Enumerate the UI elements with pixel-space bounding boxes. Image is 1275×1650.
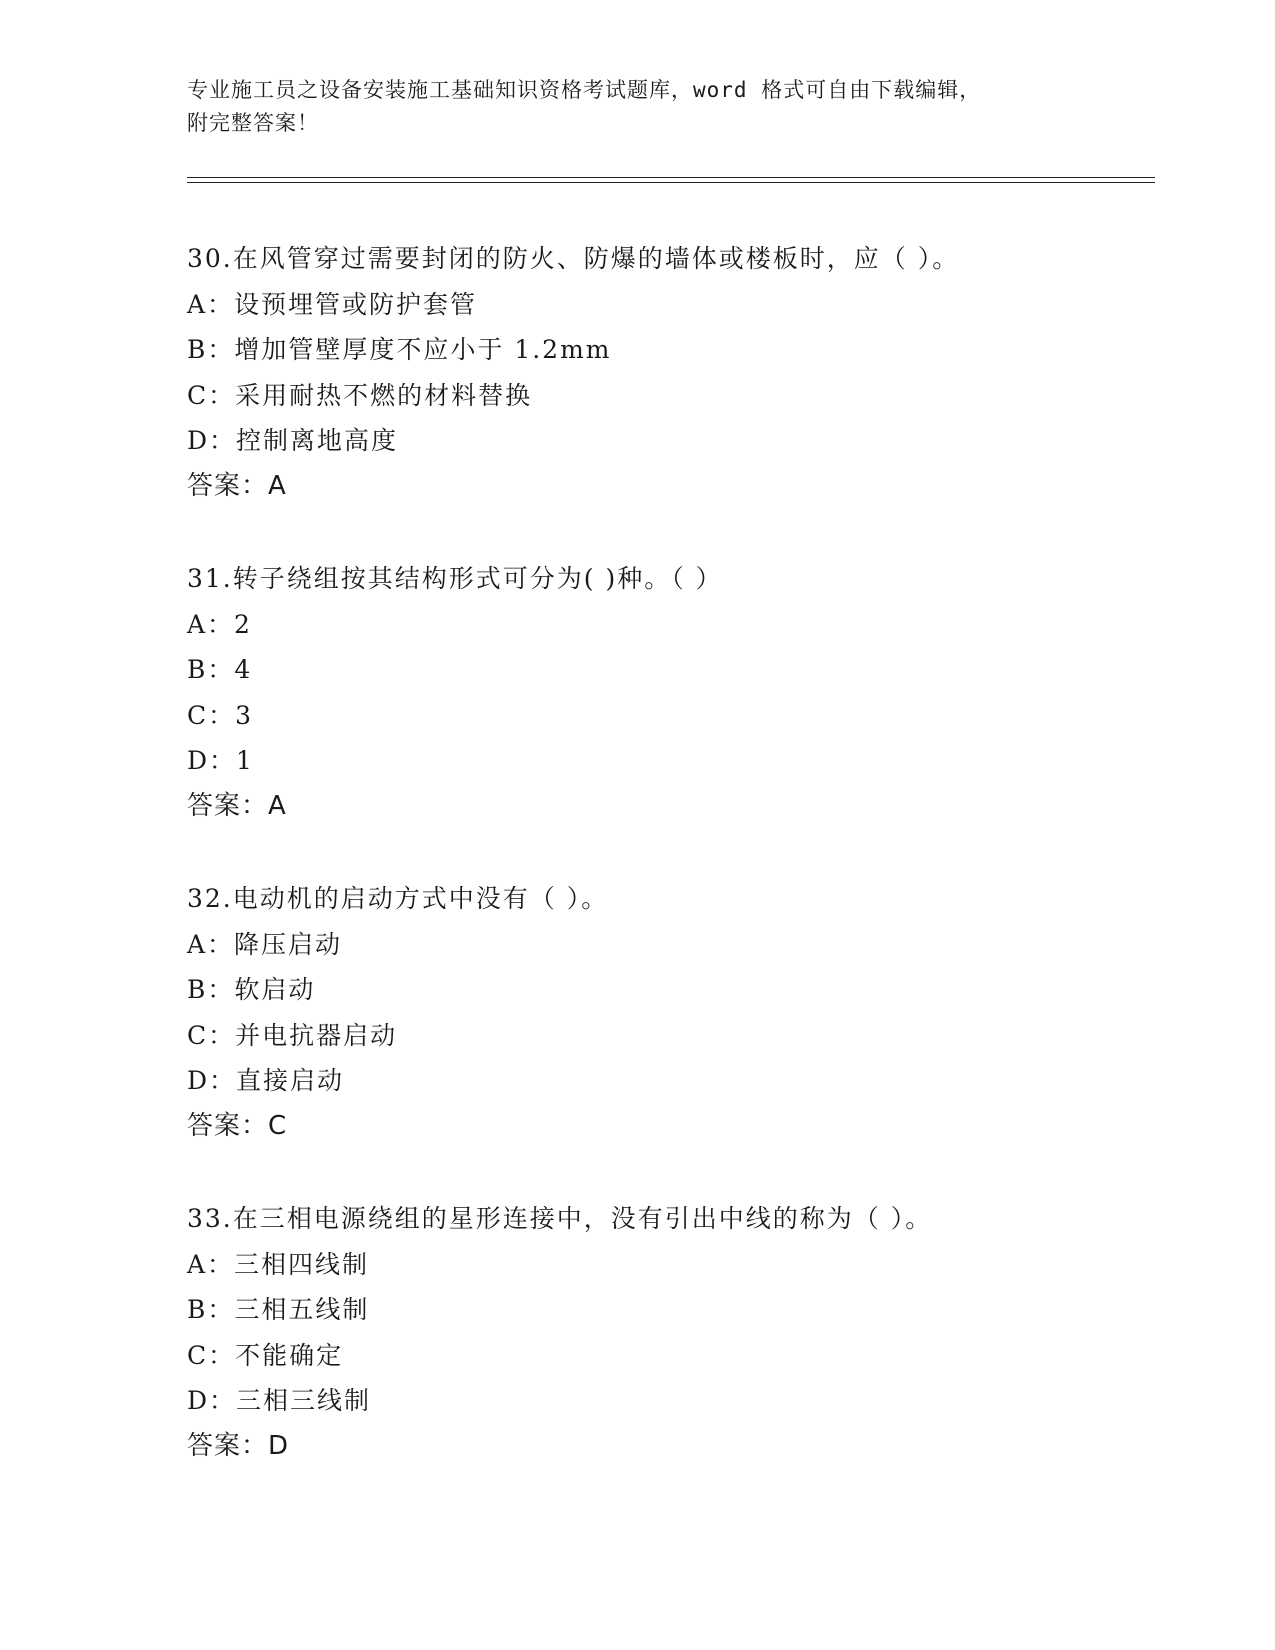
question-stem: 31.转子绕组按其结构形式可分为( )种。（ ）	[187, 564, 723, 593]
option-b: B：增加管壁厚度不应小于 1.2mm	[187, 335, 612, 364]
option-d: D：控制离地高度	[187, 426, 399, 455]
option-b: B：软启动	[187, 975, 316, 1004]
header-divider-bottom	[187, 182, 1155, 183]
option-b: B：三相五线制	[187, 1295, 370, 1324]
option-d: D：三相三线制	[187, 1386, 372, 1415]
answer-label: 答案：C	[187, 1110, 288, 1141]
header-divider-top	[187, 177, 1155, 178]
answer-label: 答案：D	[187, 1430, 290, 1461]
option-d: D：1	[187, 746, 254, 775]
question-32	[187, 876, 1147, 1149]
option-c: C：不能确定	[187, 1340, 344, 1370]
option-d: D：直接启动	[187, 1066, 345, 1095]
option-a: A：设预埋管或防护套管	[187, 289, 478, 319]
header-line-2: 附完整答案！	[187, 111, 319, 135]
option-b: B：4	[187, 655, 253, 684]
question-33	[187, 1196, 1147, 1469]
option-a: A：降压启动	[187, 929, 343, 959]
option-c: C：采用耐热不燃的材料替换	[187, 380, 533, 410]
option-c: C：3	[187, 700, 254, 730]
option-c: C：并电抗器启动	[187, 1020, 398, 1050]
option-a: A：三相四线制	[187, 1249, 370, 1279]
answer-label: 答案：A	[187, 790, 287, 821]
option-a: A：2	[187, 609, 252, 639]
question-30	[187, 236, 1147, 509]
question-stem: 33.在三相电源绕组的星形连接中，没有引出中线的称为（ ）。	[187, 1204, 933, 1233]
document-header	[187, 74, 1087, 140]
answer-label: 答案：A	[187, 470, 287, 501]
question-stem: 32.电动机的启动方式中没有（ ）。	[187, 884, 609, 913]
question-stem: 30.在风管穿过需要封闭的防火、防爆的墙体或楼板时，应（ ）。	[187, 244, 960, 273]
header-line-1: 专业施工员之设备安装施工基础知识资格考试题库，word 格式可自由下载编辑，	[187, 78, 982, 102]
question-31	[187, 556, 1147, 829]
